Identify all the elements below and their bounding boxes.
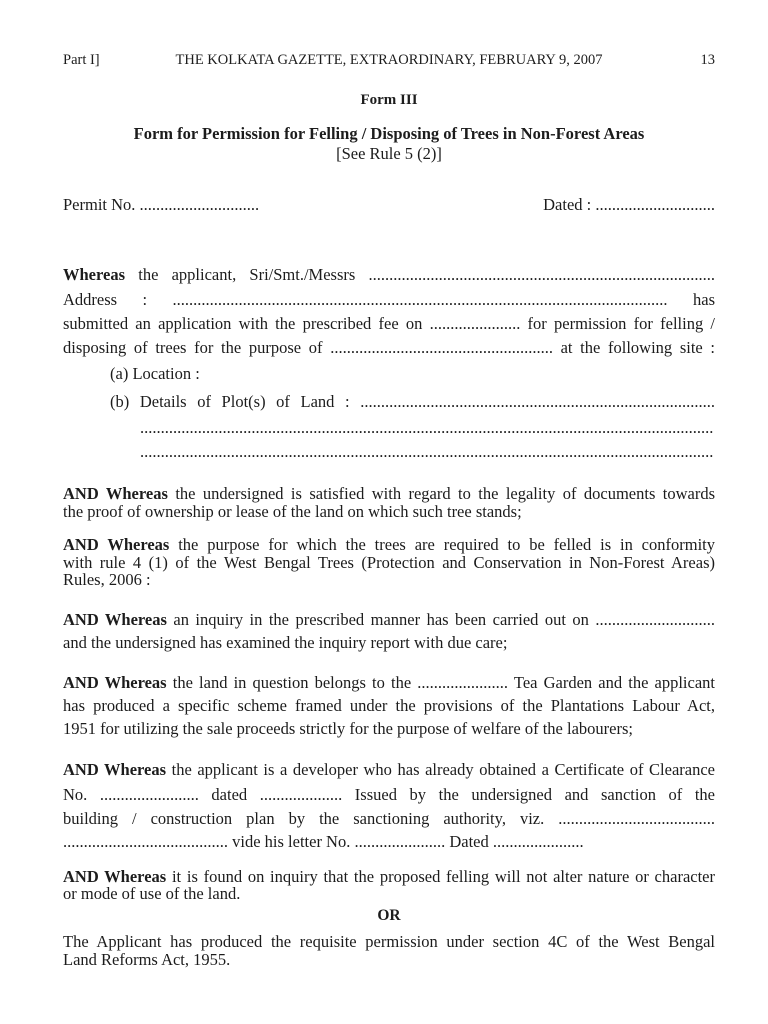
form-title: Form for Permission for Felling / Disposing of Trees in Non-Forest Areas xyxy=(133,125,645,143)
clause-5-line-4: ........................................ vide his letter No. ...................... Dated ...................... xyxy=(63,833,584,851)
application-line-3: submitted an application with the prescribed fee on ...................... for permission for felling / xyxy=(63,315,715,333)
form-number: Form III xyxy=(360,92,418,108)
clause-2-line-3: Rules, 2006 : xyxy=(63,571,151,589)
application-lead: Whereas xyxy=(63,266,126,284)
clause-6-line-1 xyxy=(63,868,715,886)
clause-3-line-2: and the undersigned has examined the inquiry report with due care; xyxy=(63,634,508,652)
clause-1-lead: AND Whereas xyxy=(63,485,168,503)
header-page-number: 13 xyxy=(700,52,715,68)
clause-4-line-3: 1951 for utilizing the sale proceeds strictly for the purpose of welfare of the labourers; xyxy=(63,720,633,738)
dated-field: Dated : ............................. xyxy=(543,196,715,214)
permit-number-field: Permit No. ............................. xyxy=(63,196,260,214)
form-rule-reference: [See Rule 5 (2)] xyxy=(336,145,442,163)
clause-5-lead: AND Whereas xyxy=(63,761,167,779)
alternative-line-1: The Applicant has produced the requisite permission under section 4C of the West Bengal xyxy=(63,933,715,951)
clause-1-line-2: the proof of ownership or lease of the land on which such tree stands; xyxy=(63,503,522,521)
clause-2-lead: AND Whereas xyxy=(63,536,170,554)
clause-3-lead: AND Whereas xyxy=(63,611,167,629)
application-text-1: the applicant, Sri/Smt./Messrs .................................................................................... xyxy=(138,266,715,284)
clause-5-line-1 xyxy=(63,761,715,779)
location-item: (a) Location : xyxy=(110,365,200,383)
or-separator: OR xyxy=(377,907,401,924)
clause-3-text-1: an inquiry in the prescribed manner has been carried out on ............................. xyxy=(173,611,715,629)
clause-4-lead: AND Whereas xyxy=(63,674,167,692)
clause-1-line-1 xyxy=(63,485,715,503)
header-part: Part I] xyxy=(63,52,100,68)
clause-5-line-3: building / construction plan by the sanctioning authority, viz. ...................................... xyxy=(63,810,715,828)
clause-2-line-1 xyxy=(63,536,715,554)
clause-6-text-1: it is found on inquiry that the proposed felling will not alter nature or character xyxy=(171,868,715,886)
header-gazette-title: THE KOLKATA GAZETTE, EXTRAORDINARY, FEBRUARY 9, 2007 xyxy=(175,52,603,68)
clause-1-text-1: the undersigned is satisfied with regard to the legality of documents towards xyxy=(175,485,715,503)
clause-2-text-1: the purpose for which the trees are required to be felled is in conformity xyxy=(178,536,715,554)
clause-6-lead: AND Whereas xyxy=(63,868,167,886)
clause-2-line-2: with rule 4 (1) of the West Bengal Trees (Protection and Conservation in Non-Forest Areas) xyxy=(63,554,715,572)
clause-5-text-1: the applicant is a developer who has already obtained a Certificate of Clearance xyxy=(171,761,715,779)
plot-blank-line-1: ........................................................................................................................................... xyxy=(140,419,714,437)
clause-4-text-1: the land in question belongs to the ...................... Tea Garden and the applicant xyxy=(172,674,715,692)
alternative-line-2: Land Reforms Act, 1955. xyxy=(63,951,231,969)
clause-4-line-2: has produced a specific scheme framed under the provisions of the Plantations Labour Act, xyxy=(63,697,715,715)
clause-5-line-2: No. ........................ dated .................... Issued by the undersigned and sanction of the xyxy=(63,786,715,804)
clause-6-line-2: or mode of use of the land. xyxy=(63,885,241,903)
clause-4-line-1 xyxy=(63,674,715,692)
plot-details-item: (b) Details of Plot(s) of Land : ...................................................................................... xyxy=(110,393,715,411)
application-line-1 xyxy=(63,266,715,284)
plot-blank-line-2: ........................................................................................................................................... xyxy=(140,443,714,461)
application-line-4: disposing of trees for the purpose of ...................................................... at the following site : xyxy=(63,339,715,357)
clause-3-line-1 xyxy=(63,611,715,629)
application-line-2: Address : ........................................................................................................................ has xyxy=(63,291,715,309)
